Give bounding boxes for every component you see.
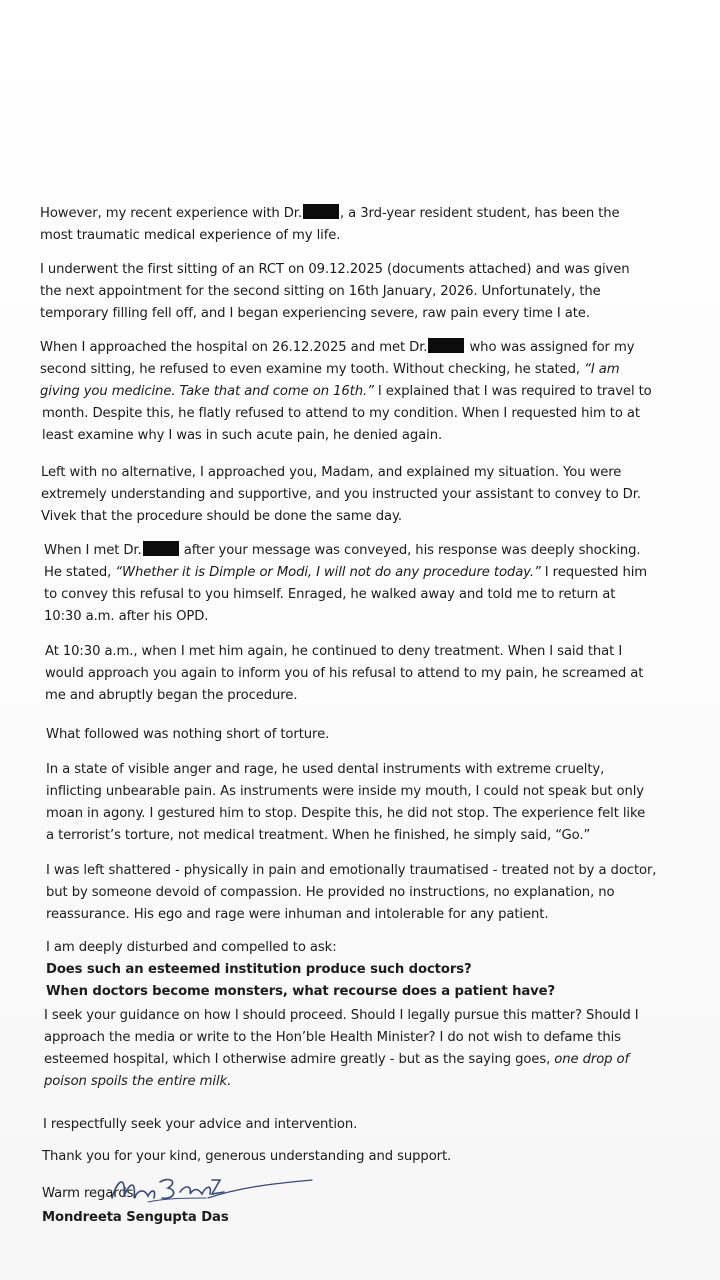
text-line: least examine why I was in such acute pain, he denied again. bbox=[42, 428, 443, 443]
text-line: What followed was nothing short of torture. bbox=[46, 727, 330, 742]
bold-question-1: Does such an esteemed institution produce such doctors? bbox=[46, 962, 472, 977]
paragraph-13 bbox=[42, 1146, 451, 1168]
text-line: Left with no alternative, I approached you, Madam, and explained my situation. You were bbox=[41, 465, 622, 480]
text-line: a terrorist’s torture, not medical treatment. When he finished, he simply said, “Go.” bbox=[46, 828, 591, 843]
paragraph-7 bbox=[46, 724, 329, 746]
text-line: approach the media or write to the Hon’ble Health Minister? I do not wish to defame this bbox=[44, 1030, 621, 1045]
text-line: the next appointment for the second sitting on 16th January, 2026. Unfortunately, the bbox=[40, 284, 601, 299]
warm-regards: Warm regards, bbox=[42, 1186, 138, 1201]
paragraph-5 bbox=[44, 540, 647, 628]
text-line: He stated, “Whether it is Dimple or Modi, I will not do any procedure today.” I requested him bbox=[44, 565, 648, 580]
handwritten-signature bbox=[108, 1168, 318, 1208]
text-line: Thank you for your kind, generous understanding and support. bbox=[42, 1149, 452, 1164]
text-line: However, my recent experience with Dr. , a 3rd-year resident student, has been the bbox=[40, 206, 620, 221]
paragraph-9 bbox=[46, 860, 656, 926]
text-line: giving you medicine. Take that and come on 16th.” I explained that I was required to travel to bbox=[40, 384, 652, 399]
redaction-box bbox=[303, 204, 339, 219]
text-line: Vivek that the procedure should be done the same day. bbox=[41, 509, 402, 524]
paragraph-10 bbox=[46, 937, 555, 1003]
text-line: esteemed hospital, which I otherwise admire greatly - but as the saying goes, one drop of bbox=[44, 1052, 630, 1067]
paragraph-3 bbox=[40, 337, 652, 447]
paragraph-2 bbox=[40, 259, 630, 325]
text-line: moan in agony. I gestured him to stop. Despite this, he did not stop. The experience felt like bbox=[46, 806, 646, 821]
redaction-box bbox=[428, 338, 464, 353]
text-line: I seek your guidance on how I should proceed. Should I legally pursue this matter? Should I bbox=[44, 1008, 639, 1023]
paragraph-1 bbox=[40, 203, 620, 247]
text-line: I underwent the first sitting of an RCT on 09.12.2025 (documents attached) and was given bbox=[40, 262, 630, 277]
text-line: me and abruptly began the procedure. bbox=[45, 688, 298, 703]
text-line: At 10:30 a.m., when I met him again, he continued to deny treatment. When I said that I bbox=[45, 644, 623, 659]
text-line: poison spoils the entire milk. bbox=[44, 1074, 232, 1089]
paragraph-6 bbox=[45, 641, 643, 707]
text-line: extremely understanding and supportive, and you instructed your assistant to convey to Dr. bbox=[41, 487, 641, 502]
text-line: I was left shattered - physically in pain and emotionally traumatised - treated not by a doctor, bbox=[46, 863, 657, 878]
text-line: I am deeply disturbed and compelled to ask: bbox=[46, 940, 337, 955]
paragraph-12 bbox=[43, 1114, 357, 1136]
text-line: In a state of visible anger and rage, he used dental instruments with extreme cruelty, bbox=[46, 762, 605, 777]
redaction-box bbox=[143, 541, 179, 556]
signatory-name: Mondreeta Sengupta Das bbox=[42, 1210, 229, 1225]
text-line: When I met Dr. after your message was conveyed, his response was deeply shocking. bbox=[44, 543, 641, 558]
text-line: would approach you again to inform you of his refusal to attend to my pain, he screamed at bbox=[45, 666, 644, 681]
text-line: but by someone devoid of compassion. He provided no instructions, no explanation, no bbox=[46, 885, 615, 900]
bold-question-2: When doctors become monsters, what recourse does a patient have? bbox=[46, 984, 556, 999]
text-line: most traumatic medical experience of my life. bbox=[40, 228, 341, 243]
text-line: 10:30 a.m. after his OPD. bbox=[44, 609, 209, 624]
paragraph-11 bbox=[44, 1005, 639, 1093]
text-line: inflicting unbearable pain. As instruments were inside my mouth, I could not speak but only bbox=[46, 784, 644, 799]
text-line: second sitting, he refused to even examine my tooth. Without checking, he stated, “I am bbox=[40, 362, 620, 377]
paragraph-8 bbox=[46, 759, 645, 847]
text-line: When I approached the hospital on 26.12.2025 and met Dr. who was assigned for my bbox=[40, 340, 635, 355]
text-line: I respectfully seek your advice and intervention. bbox=[43, 1117, 358, 1132]
paragraph-4 bbox=[41, 462, 641, 528]
text-line: reassurance. His ego and rage were inhuman and intolerable for any patient. bbox=[46, 907, 549, 922]
text-line: to convey this refusal to you himself. Enraged, he walked away and told me to return at bbox=[44, 587, 616, 602]
text-line: temporary filling fell off, and I began experiencing severe, raw pain every time I ate. bbox=[40, 306, 590, 321]
text-line: month. Despite this, he flatly refused to attend to my condition. When I requested him to at bbox=[42, 406, 640, 421]
